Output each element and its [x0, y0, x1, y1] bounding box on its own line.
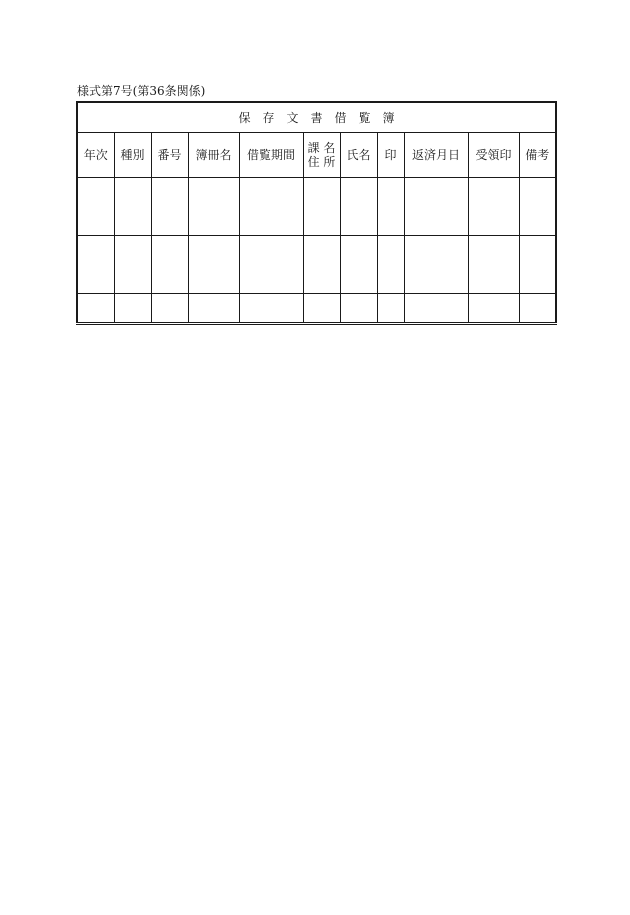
- header-row: [77, 133, 556, 178]
- table-cell[interactable]: [188, 178, 239, 236]
- header-remarks: 備考: [519, 133, 556, 178]
- table-cell[interactable]: [114, 236, 151, 294]
- table-row: [77, 236, 556, 294]
- header-seal: 印: [377, 133, 404, 178]
- form-number-label: 様式第7号(第36条関係): [77, 84, 206, 98]
- header-section-line: 課 名: [307, 141, 336, 155]
- table-cell[interactable]: [340, 236, 377, 294]
- table-cell[interactable]: [151, 294, 188, 324]
- table-cell[interactable]: [468, 178, 519, 236]
- header-return-date: 返済月日: [404, 133, 468, 178]
- table-cell[interactable]: [188, 236, 239, 294]
- table-cell[interactable]: [377, 178, 404, 236]
- table-cell[interactable]: [404, 178, 468, 236]
- header-address-line: 住 所: [307, 155, 336, 169]
- table-cell[interactable]: [404, 294, 468, 324]
- table-cell[interactable]: [239, 178, 303, 236]
- table-title: 保 存 文 書 借 覧 簿: [77, 102, 556, 133]
- table-row: [77, 294, 556, 324]
- table-cell[interactable]: [340, 178, 377, 236]
- table-cell[interactable]: [114, 294, 151, 324]
- header-receipt-seal: 受領印: [468, 133, 519, 178]
- table-cell[interactable]: [404, 236, 468, 294]
- table-cell[interactable]: [114, 178, 151, 236]
- table-cell[interactable]: [468, 236, 519, 294]
- table-cell[interactable]: [303, 294, 340, 324]
- header-section-address: [303, 133, 340, 178]
- table-cell[interactable]: [77, 236, 114, 294]
- table-cell[interactable]: [377, 294, 404, 324]
- title-row: [77, 102, 556, 133]
- table-cell[interactable]: [239, 236, 303, 294]
- table-cell[interactable]: [519, 294, 556, 324]
- table-cell[interactable]: [468, 294, 519, 324]
- table-cell[interactable]: [303, 178, 340, 236]
- header-volume-name: 簿冊名: [188, 133, 239, 178]
- document-loan-register-table: [76, 101, 557, 325]
- header-name: 氏名: [340, 133, 377, 178]
- table-cell[interactable]: [340, 294, 377, 324]
- table-cell[interactable]: [151, 236, 188, 294]
- header-category: 種別: [114, 133, 151, 178]
- table-cell[interactable]: [151, 178, 188, 236]
- header-year: 年次: [77, 133, 114, 178]
- table-row: [77, 178, 556, 236]
- table-cell[interactable]: [303, 236, 340, 294]
- table-cell[interactable]: [377, 236, 404, 294]
- table-cell[interactable]: [519, 178, 556, 236]
- header-period: 借覧期間: [239, 133, 303, 178]
- table-cell[interactable]: [77, 178, 114, 236]
- table-cell[interactable]: [188, 294, 239, 324]
- table-cell[interactable]: [519, 236, 556, 294]
- header-number: 番号: [151, 133, 188, 178]
- table-cell[interactable]: [77, 294, 114, 324]
- table-cell[interactable]: [239, 294, 303, 324]
